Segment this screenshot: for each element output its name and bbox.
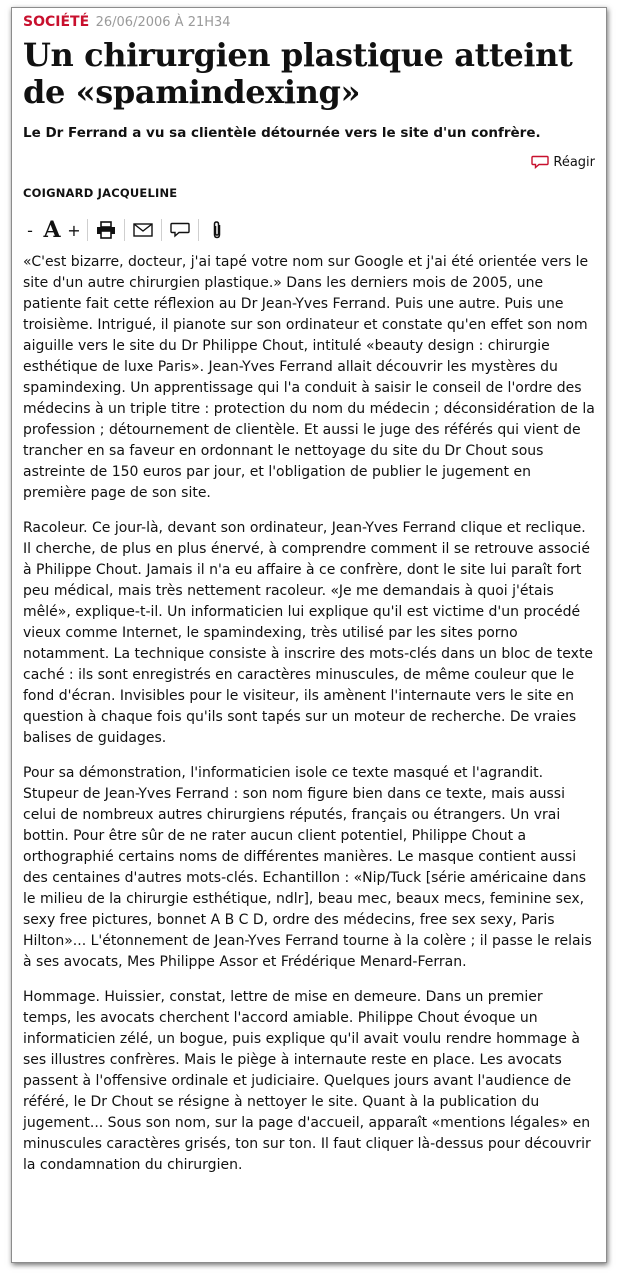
toolbar-divider	[198, 219, 199, 241]
email-button[interactable]	[131, 217, 155, 243]
attachment-icon	[211, 220, 223, 240]
article-lede: Le Dr Ferrand a vu sa clientèle détournée vers le site d'un confrère.	[23, 125, 541, 141]
email-icon	[133, 223, 153, 237]
article-meta	[23, 13, 595, 32]
publish-date: 26/06/2006 À 21H34	[95, 15, 231, 30]
article-paragraph: Hommage. Huissier, constat, lettre de mise en demeure. Dans un premier temps, les avocats cherchent l'accord amiable. Philippe Chout évoque un informaticien zélé, un bogue, puis explique qu'il avait voulu rendre hommage à ses illustres confrères. Mais le piège à internaute reste en place. Les avocats passent à l'offensive ordinale et judiciaire. Quelques jours avant l'audience de référé, le Dr Chout se résigne à nettoyer le site. Quant à la publication du jugement... Sous son nom, sur la page d'accueil, apparaît «mentions légales» en minuscules caractères grisés, ton sur ton. Il faut cliquer là-dessus pour découvrir la condamnation du chirurgien.	[23, 989, 591, 1173]
comment-button[interactable]	[168, 217, 192, 243]
react-link[interactable]	[531, 155, 595, 170]
font-size-icon: A	[43, 217, 61, 243]
article-paragraph: Pour sa démonstration, l'informaticien isole ce texte masqué et l'agrandit. Stupeur de Jean-Yves Ferrand : son nom figure bien dans ce texte, mais aussi celui de nombreux autres chirurgiens réputés, français ou étrangers. Un vrai bottin. Pour être sûr de ne rater aucun client potentiel, Philippe Chout a orthographié certains noms de différentes manières. Le masque contient aussi des centaines d'autres mots-clés. Echantillon : «Nip/Tuck [série américaine dans le milieu de la chirurgie esthétique, ndlr], beau mec, beaux mecs, feminine sex, sexy free pictures, bonnet A B C D, ordre des médecins, free sex sexy, Paris Hilton»... L'étonnement de Jean-Yves Ferrand tourne à la colère ; il passe le relais à ses avocats, Mes Philippe Assor et Frédérique Menard-Ferran.	[23, 765, 592, 970]
article-toolbar	[23, 217, 595, 243]
print-icon	[96, 221, 116, 239]
article-title: Un chirurgien plastique atteint de «spamindexing»	[23, 36, 573, 111]
increase-font-button[interactable]: +	[67, 220, 81, 240]
rubric-link[interactable]: SOCIÉTÉ	[23, 14, 90, 30]
decrease-font-button[interactable]: -	[27, 220, 33, 240]
print-button[interactable]	[94, 217, 118, 243]
comment-icon	[170, 222, 190, 238]
comment-bubble-icon	[531, 155, 549, 169]
article-body	[23, 252, 595, 1176]
article-paragraph: Racoleur. Ce jour-là, devant son ordinateur, Jean-Yves Ferrand clique et reclique. Il cherche, de plus en plus énervé, à comprendre comment il se retrouve associé à Philippe Chout. Jamais il n'a eu affaire à ce confrère, dont le site lui paraît fort peu médical, mais très nettement racoleur. «Je me demandais à quoi j'étais mêlé», explique-t-il. Un informaticien lui explique qu'il est victime d'un procédé vieux comme Internet, le spamindexing, très utilisé par les sites porno notamment. La technique consiste à inscrire des mots-clés dans un bloc de texte caché : ils sont enregistrés en caractères minuscules, de même couleur que le fond d'écran. Invisibles pour le visiteur, ils amènent l'internaute vers le site en question à chaque fois qu'ils sont tapés sur un moteur de recherche. De vraies balises de guidages.	[23, 520, 594, 746]
toolbar-divider	[124, 219, 125, 241]
react-row	[23, 152, 595, 174]
react-label: Réagir	[553, 155, 595, 170]
article-paragraph: «C'est bizarre, docteur, j'ai tapé votre nom sur Google et j'ai été orientée vers le site d'un autre chirurgien plastique.» Dans les derniers mois de 2005, une patiente fait cette réflexion au Dr Jean-Yves Ferrand. Puis une autre. Puis une troisième. Intrigué, il pianote sur son ordinateur et constate qu'en effet son nom aiguille vers le site du Dr Philippe Chout, intitulé «beauty design : chirurgie esthétique de luxe Paris». Jean-Yves Ferrand allait découvrir les mystères du spamindexing. Un apprentissage qui l'a conduit à saisir le conseil de l'ordre des médecins à un triple titre : protection du nom du médecin ; déconsidération de la profession ; détournement de clientèle. Et aussi le juge des référés qui vient de trancher en sa faveur en ordonnant le nettoyage du site du Dr Chout sous astreinte de 150 euros par jour, et l'obligation de publier le jugement en première page de son site.	[23, 254, 595, 501]
author-name: COIGNARD JACQUELINE	[23, 186, 178, 200]
attachment-button[interactable]	[205, 217, 229, 243]
toolbar-divider	[161, 219, 162, 241]
article-frame	[11, 7, 607, 1263]
toolbar-divider	[87, 219, 88, 241]
